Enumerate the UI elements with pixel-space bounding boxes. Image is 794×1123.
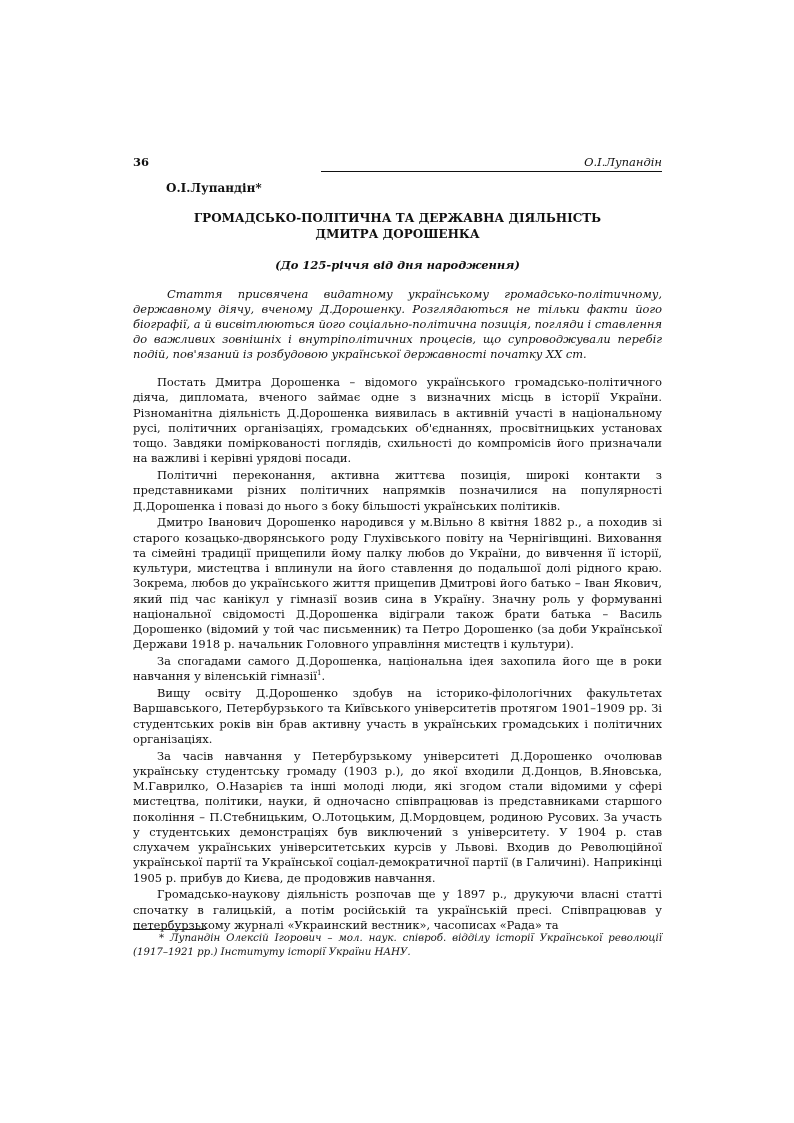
footnote-rule <box>133 929 206 930</box>
paragraph <box>133 654 662 685</box>
paragraph: Дмитро Іванович Дорошенко народився у м.Вільно 8 квітня 1882 р., а походив зі старого козацько-дворянського роду Глухівського повіту на Чернігівщині. Виховання та сімейні традиції прищепили йому палку любов до України, до вивчення її історії, культури, мистецтва і вплинули на його ставлення до подальшої долі рідного краю. Зокрема, любов до українського життя прищепив Дмитрові його батько – Іван Якович, який під час канікул у гімназії возив сина в Україну. Значну роль у формуванні національної свідомості Д.Дорошенка відіграли також брати батька – Василь Дорошенко (відомий у той час письменник) та Петро Дорошенко (за доби Української Держави 1918 р. начальник Головного управління мистецтв і культури). <box>133 515 662 652</box>
article-subtitle: (До 125-річчя від дня народження) <box>275 258 520 272</box>
paragraph-text: За спогадами самого Д.Дорошенка, національна ідея захопила його ще в роки навчання у віленській гімназії <box>133 654 662 684</box>
paragraph: Політичні переконання, активна життєва позиція, широкі контакти з представниками різних політичних напрямків позначилися на популярності Д.Дорошенка і повазі до нього з боку більшості українських політиків. <box>133 468 662 513</box>
abstract: Стаття присвячена видатному українському громадсько-політичному, державному діячу, вченому Д.Дорошенку. Розглядаються не тільки факти його біографії, а й висвітлюються його соціально-політична позиція, погляди і ставлення до важливих зовнішніх і внутріполітичних процесів, що супроводжували перебіг подій, пов'язаний із розбудовою української державності початку ХХ ст. <box>133 287 662 362</box>
title-line-2: ДМИТРА ДОРОШЕНКА <box>315 227 480 241</box>
paragraph: Постать Дмитра Дорошенка – відомого українського громадсько-політичного діяча, дипломата, вченого займає одне з визначних місць в історії України. Різноманітна діяльність Д.Дорошенка виявилась в активній участі в національному русі, політичних організаціях, громадських об'єднаннях, просвітницьких установах тощо. Завдяки поміркованості поглядів, схильності до компромісів його призначали на важливі і керівні урядові посади. <box>133 375 662 466</box>
title-line-1: ГРОМАДСЬКО-ПОЛІТИЧНА ТА ДЕРЖАВНА ДІЯЛЬНІСТЬ <box>193 211 602 225</box>
footnote-reference: 1 <box>316 669 322 678</box>
article-title <box>133 210 662 242</box>
page-header <box>133 155 662 175</box>
running-head: О.І.Лупандін <box>584 155 662 169</box>
article-body <box>133 375 662 935</box>
article-author: О.І.Лупандін* <box>166 181 262 195</box>
author-footnote: * Лупандін Олексій Ігорович – мол. наук. співроб. відділу історії Української революції (1917–1921 рр.) Інституту історії України НАНУ. <box>133 933 662 958</box>
paragraph-end-punct: . <box>321 669 326 684</box>
page-number: 36 <box>133 155 150 169</box>
paragraph: Вищу освіту Д.Дорошенко здобув на історико-філологічних факультетах Варшавського, Петербурзького та Київського університетів протягом 1901–1909 рр. Зі студентських років він брав активну участь в українських громадських і політичних організаціях. <box>133 686 662 746</box>
header-rule <box>321 171 662 172</box>
paragraph: За часів навчання у Петербурзькому університеті Д.Дорошенко очолював українську студентську громаду (1903 р.), до якої входили Д.Донцов, В.Яновська, М.Гаврилко, О.Назарієв та інші молоді люди, які згодом стали відомими у сфері мистецтва, політики, науки, й одночасно співпрацював із представниками старшого покоління – П.Стебницьким, О.Лотоцьким, Д.Мордовцем, родиною Русових. За участь у студентських демонстраціях був виключений з університету. У 1904 р. став слухачем українських університетських курсів у Львові. Входив до Революційної української партії та Української соціал-демократичної партії (в Галичині). Наприкінці 1905 р. прибув до Києва, де продовжив навчання. <box>133 748 662 885</box>
paragraph: Громадсько-наукову діяльність розпочав ще у 1897 р., друкуючи власні статті спочатку в галицькій, а потім російській та українській пресі. Співпрацював у петербурзькому журналі «Украинский вестник», часописах «Рада» та <box>133 887 662 932</box>
